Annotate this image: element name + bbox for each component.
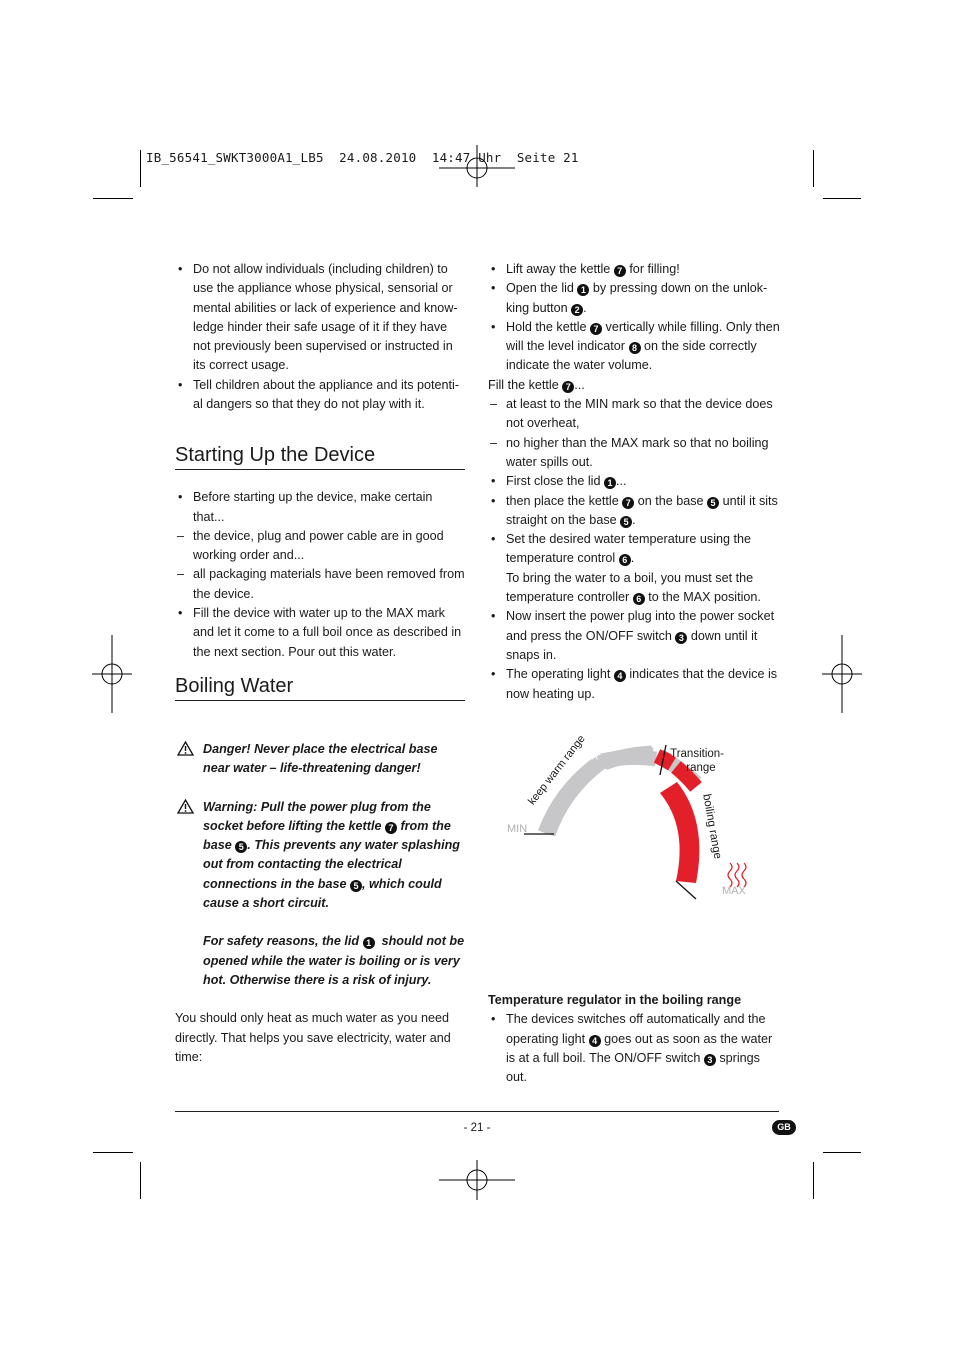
danger-note: Danger! Never place the electrical base near water – life-threatening danger! (175, 740, 467, 779)
regulator-section (488, 991, 780, 1087)
number-badge: 7 (590, 323, 602, 335)
section-starting (175, 446, 465, 662)
number-badge: 7 (622, 497, 634, 509)
warning-note: Warning: Pull the power plug from the socket before lifting the kettle 7 from the base 5 . This prevents any water splashing out from contacting the electrical connections in the base 5 , which could cause a short circuit. (175, 798, 467, 914)
list-item: • Tell children about the appliance and its potenti-al dangers so that they do not play with it. (175, 376, 467, 415)
number-badge: 1 (604, 477, 616, 489)
number-badge: 5 (235, 841, 247, 853)
regulator-title: Temperature regulator in the boiling range (488, 993, 742, 1007)
number-badge: 3 (704, 1054, 716, 1066)
number-badge: 3 (675, 632, 687, 644)
safety-notes (175, 740, 467, 1067)
list-item: – no higher than the MAX mark so that no boiling water spills out. (488, 434, 780, 473)
list-item: • Open the lid 1 by pressing down on the unlok-king button 2 . (488, 279, 780, 318)
list-item: • then place the kettle 7 on the base 5 until it sits straight on the base 5 . (488, 492, 780, 531)
section-heading: Boiling Water (175, 677, 465, 701)
lid-safety-note: For safety reasons, the lid 1 should not be opened while the water is boiling or is very hot. Otherwise there is a risk of injury. (203, 934, 465, 987)
list-item: • The operating light 4 indicates that the device is now heating up. (488, 665, 780, 704)
max-label: MAX (722, 885, 746, 897)
list-item: • Do not allow individuals (including children) to use the appliance whose physical, sensorial or mental abilities or lack of experience and know-ledge hinder their safe usage of it if they have not previously been supervised or instructed in its correct usage. (175, 260, 467, 376)
list-item: • The devices switches off automatically and the operating light 4 goes out as soon as the water is at a full boil. The ON/OFF switch 3 springs out. (488, 1010, 780, 1087)
number-badge: 5 (707, 497, 719, 509)
number-badge: 1 (577, 284, 589, 296)
boiling-range-band (660, 782, 699, 883)
number-badge: 5 (620, 516, 632, 528)
transition-label: Transition- range (670, 748, 724, 774)
registration-mark-top (437, 145, 517, 195)
list-item: • Lift away the kettle 7 for filling! (488, 260, 780, 279)
closing-paragraph: You should only heat as much water as you need directly. That helps you save electricity, water and time: (175, 1011, 451, 1064)
list-item: – the device, plug and power cable are in good working order and... (175, 527, 465, 566)
list-item: – at least to the MIN mark so that the device does not overheat, (488, 395, 780, 434)
number-badge: 5 (350, 880, 362, 892)
number-badge: 6 (633, 593, 645, 605)
right-column (488, 260, 780, 704)
number-badge: 1 (363, 937, 375, 949)
number-badge: 2 (571, 304, 583, 316)
number-badge: 8 (629, 342, 641, 354)
list-item: • Now insert the power plug into the power socket and press the ON/OFF switch 3 down until it snaps in. (488, 607, 780, 665)
print-slug: IB_56541_SWKT3000A1_LB5 24.08.2010 14:47 Uhr Seite 21 (146, 150, 579, 165)
number-badge: 7 (562, 381, 574, 393)
keep-warm-label: keep warm range (526, 733, 588, 808)
keep-warm-label-wrap (520, 733, 640, 816)
list-item: • First close the lid 1 ... (488, 472, 780, 491)
list-item: • Before starting up the device, make certain that... (175, 488, 465, 527)
left-column (175, 260, 467, 414)
intro-list (175, 260, 467, 414)
boiling-range-label: boiling range (700, 793, 724, 860)
registration-mark-bottom (437, 1160, 517, 1202)
warning-triangle-icon (177, 741, 194, 756)
registration-mark-left (92, 635, 132, 713)
list-item: • Hold the kettle 7 vertically while filling. Only then will the level indicator 8 on the side correctly indicate the water volume. (488, 318, 780, 376)
footer-rule (175, 1111, 779, 1112)
number-badge: 7 (614, 265, 626, 277)
number-badge: 4 (614, 670, 626, 682)
fill-line: Fill the kettle 7 ... (488, 377, 585, 392)
number-badge: 6 (619, 554, 631, 566)
list-item: – all packaging materials have been removed from the device. (175, 565, 465, 604)
min-label: MIN (507, 823, 528, 835)
number-badge: 4 (589, 1035, 601, 1047)
heat-waves-icon (728, 863, 746, 887)
number-badge: 7 (385, 822, 397, 834)
page-number: - 21 - (463, 1122, 491, 1134)
country-badge: GB (772, 1120, 796, 1135)
section-heading: Starting Up the Device (175, 446, 465, 470)
list-item: • Set the desired water temperature using the temperature control 6 . To bring the water to a boil, you must set the temperature controller 6 to the MAX position. (488, 530, 780, 607)
registration-mark-right (822, 635, 862, 713)
section-boiling (175, 677, 465, 701)
warning-triangle-icon (177, 799, 194, 814)
list-item: • Fill the device with water up to the MAX mark and let it come to a full boil once as described in the next section. Pour out this water. (175, 604, 465, 662)
starting-list (175, 488, 465, 662)
